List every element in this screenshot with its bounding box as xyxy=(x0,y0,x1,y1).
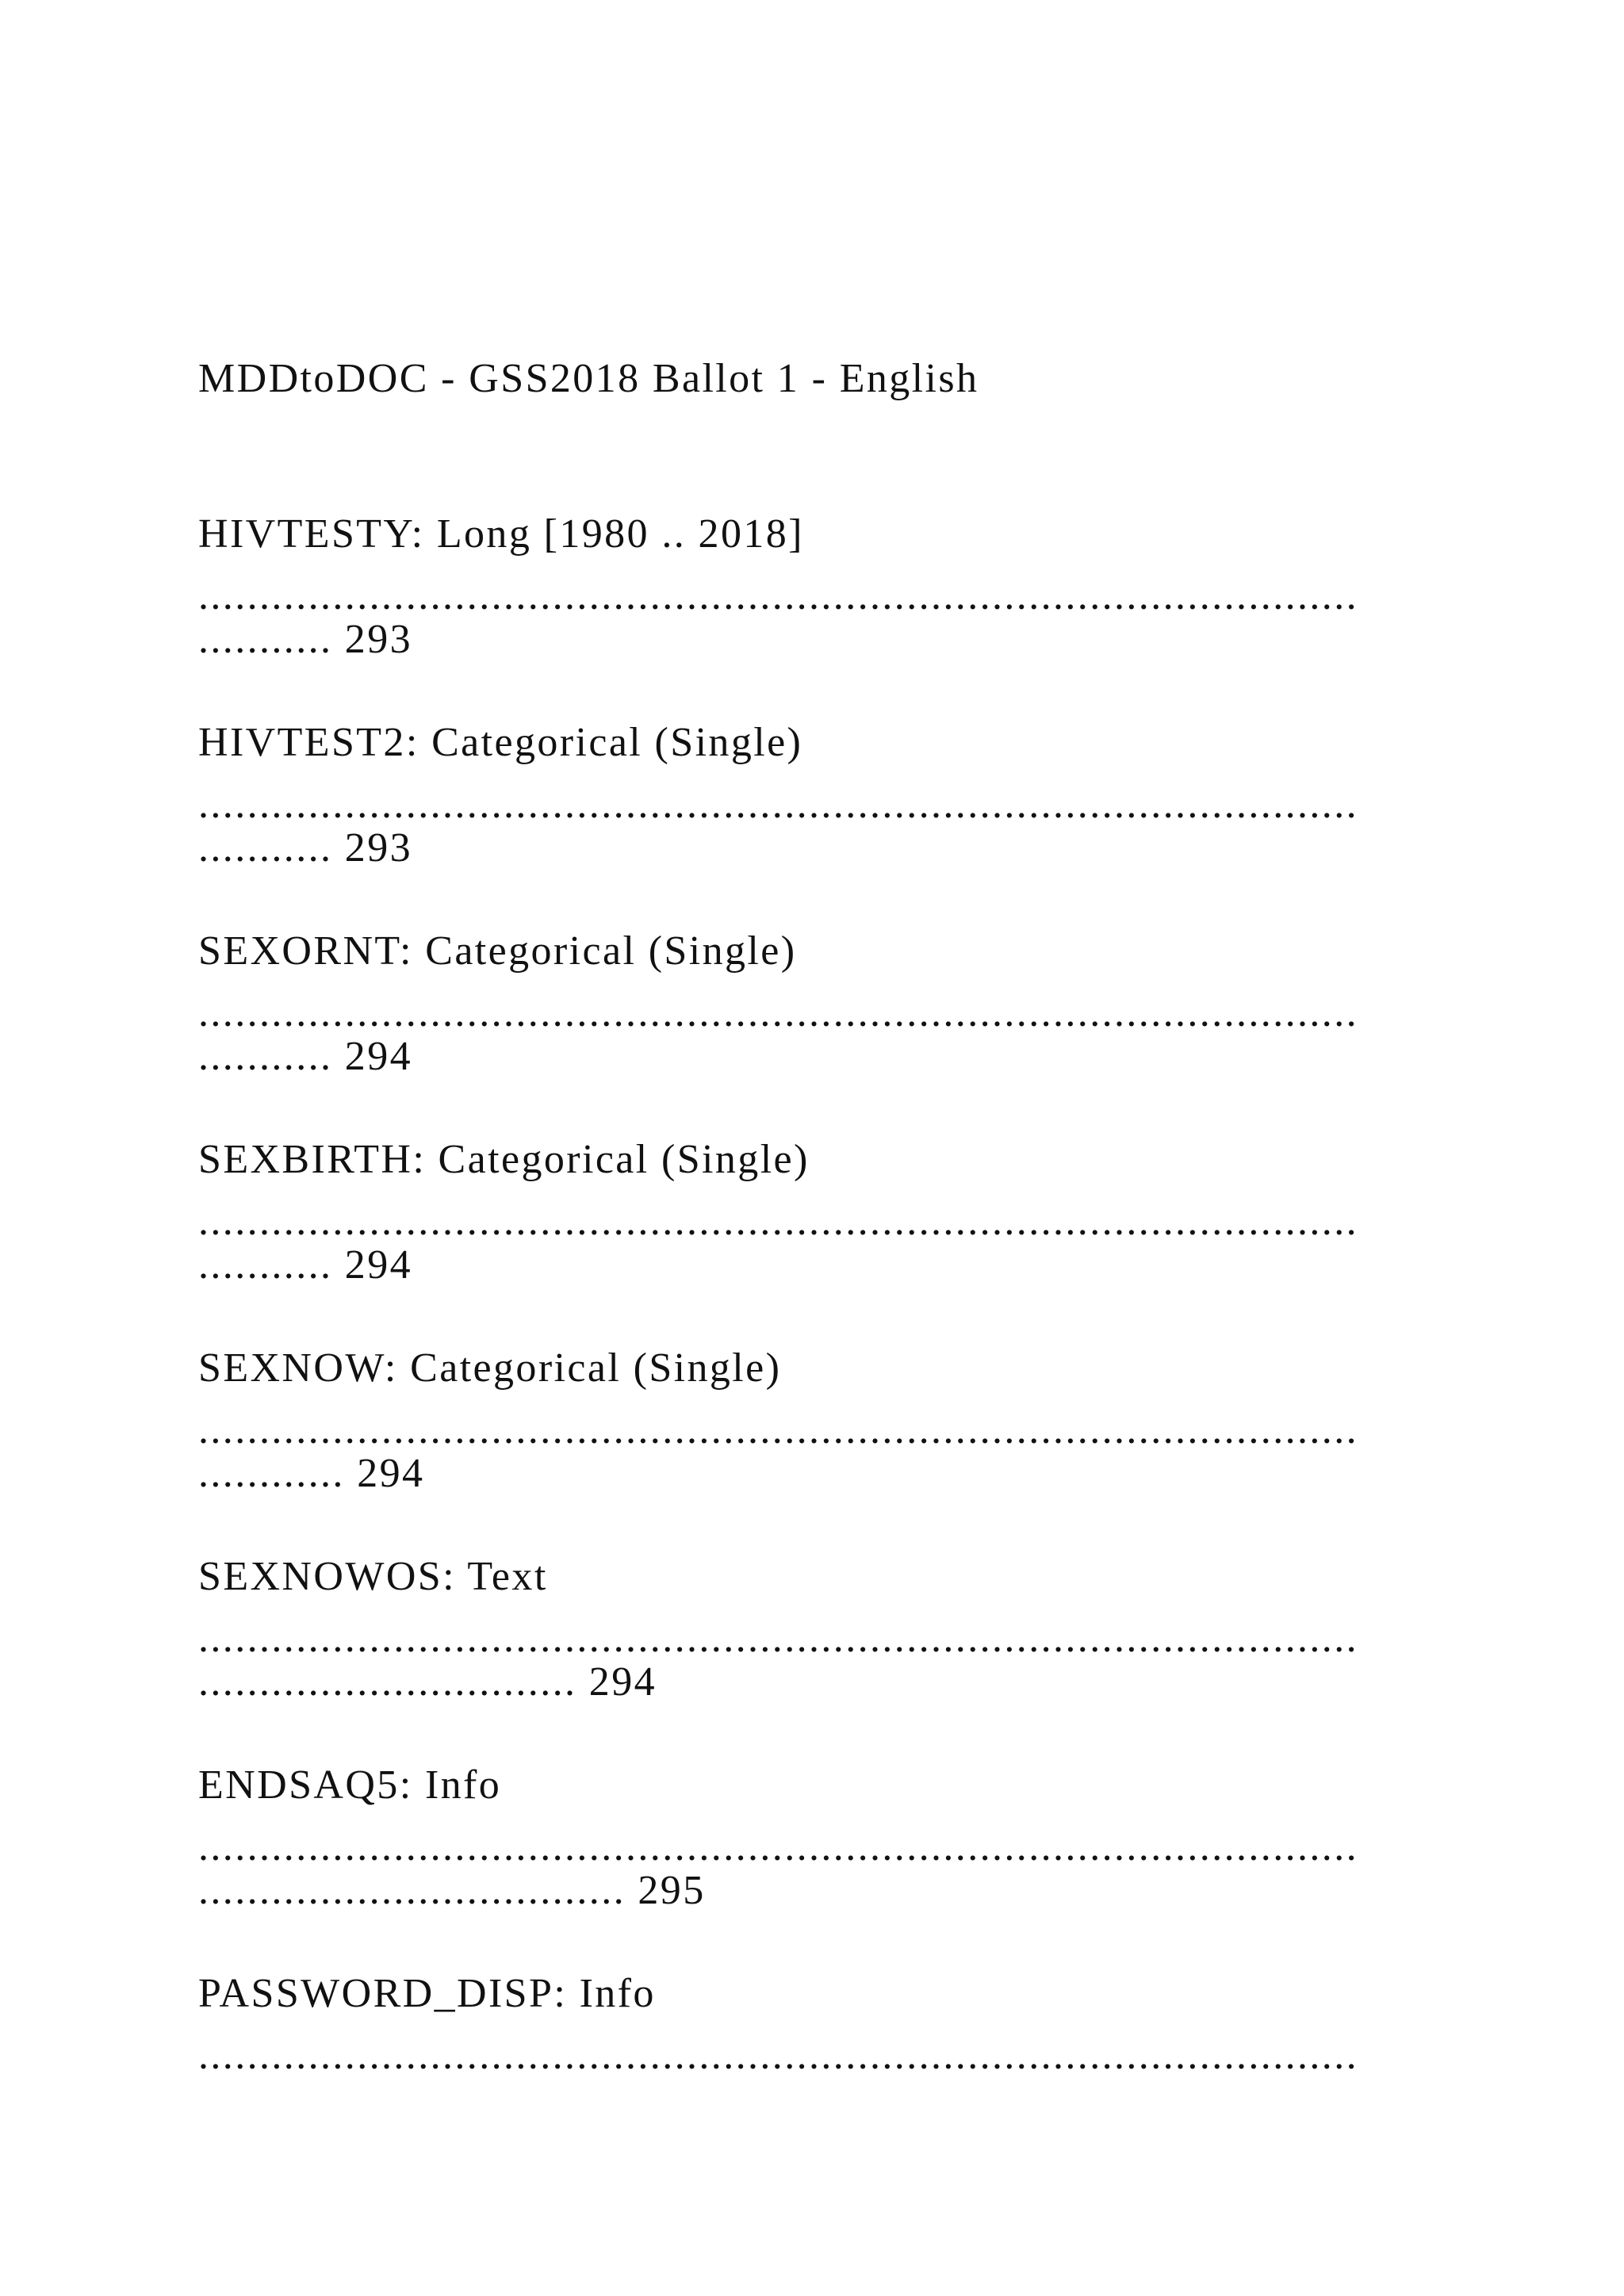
toc-entry-label: SEXNOW: Categorical (Single) xyxy=(198,1345,782,1391)
toc-entry-leader: ............................................................................................... xyxy=(198,573,1358,618)
toc-entry-page: ........... 294 xyxy=(198,1242,412,1288)
toc-entry-leader: ............................................................................................... xyxy=(198,990,1358,1035)
toc-entry-page: ........... 293 xyxy=(198,617,412,662)
toc-entry-leader: ............................................................................................... xyxy=(198,1199,1358,1244)
toc-entry-label: SEXORNT: Categorical (Single) xyxy=(198,928,797,974)
toc-entry-leader: ............................................................................................... xyxy=(198,1824,1358,1869)
toc-entry-page: ............................... 294 xyxy=(198,1659,657,1705)
toc-entry-leader: ............................................................................................... xyxy=(198,2033,1358,2078)
toc-entry-label: HIVTESTY: Long [1980 .. 2018] xyxy=(198,511,804,557)
toc-entry-label: HIVTEST2: Categorical (Single) xyxy=(198,720,803,765)
toc-entry-leader: ............................................................................................... xyxy=(198,1407,1358,1452)
toc-entry-label: PASSWORD_DISP: Info xyxy=(198,1971,656,2016)
document-header: MDDtoDOC - GSS2018 Ballot 1 - English xyxy=(198,356,979,401)
toc-entry-page: ................................... 295 xyxy=(198,1868,706,1913)
toc-entry-page: ........... 294 xyxy=(198,1034,412,1079)
toc-entry-label: ENDSAQ5: Info xyxy=(198,1762,502,1808)
toc-entry-label: SEXNOWOS: Text xyxy=(198,1554,548,1599)
toc-entry-page: ........... 293 xyxy=(198,825,412,871)
toc-entry-leader: ............................................................................................... xyxy=(198,1616,1358,1661)
toc-entry-page: ............ 294 xyxy=(198,1451,425,1496)
toc-entry-leader: ............................................................................................... xyxy=(198,782,1358,827)
toc-entry-label: SEXBIRTH: Categorical (Single) xyxy=(198,1137,810,1182)
